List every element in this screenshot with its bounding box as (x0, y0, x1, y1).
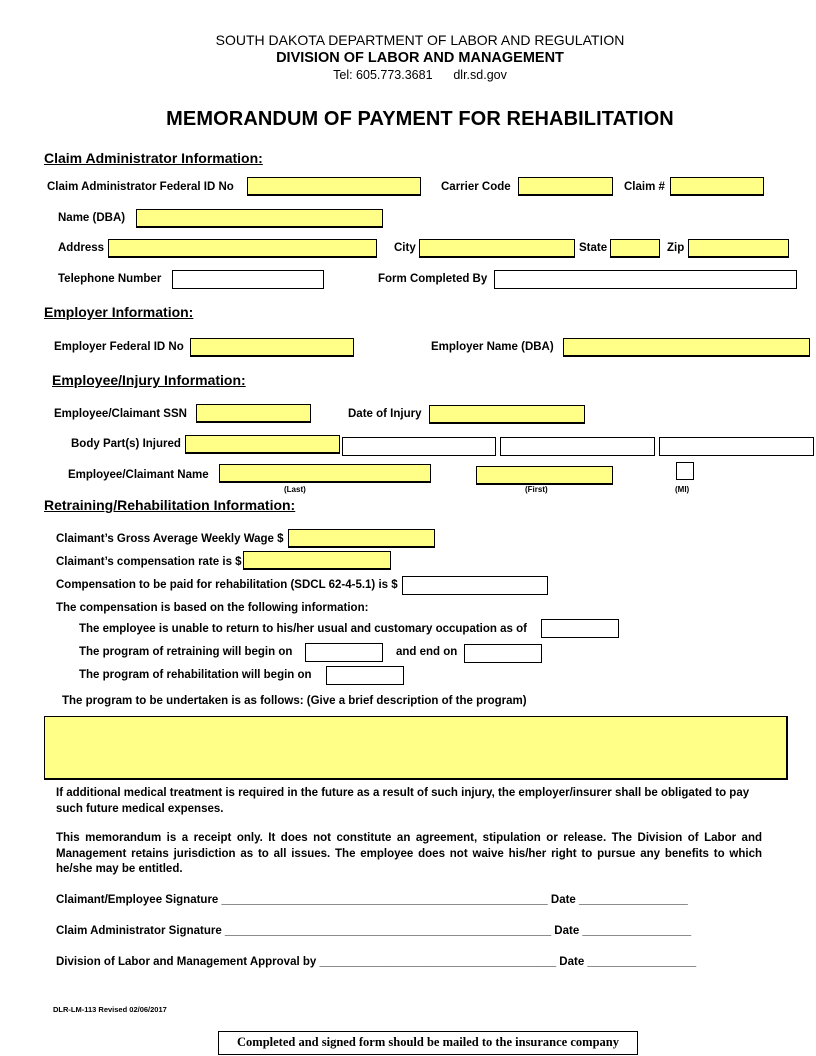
employee-heading: Employee/Injury Information: (52, 372, 246, 388)
comp-rate-field[interactable] (243, 551, 391, 570)
body-part-field-2[interactable] (342, 437, 496, 456)
address-field[interactable] (108, 239, 377, 258)
injury-date-field[interactable] (429, 405, 585, 424)
zip-field[interactable] (688, 239, 789, 258)
form-number: DLR-LM-113 Revised 02/06/2017 (53, 1005, 167, 1014)
middle-initial-caption: (MI) (675, 485, 690, 494)
last-name-caption: (Last) (284, 485, 306, 494)
state-field[interactable] (610, 239, 660, 258)
program-description-field[interactable] (44, 716, 788, 780)
body-part-field-3[interactable] (500, 437, 655, 456)
state-label: State (579, 242, 608, 254)
claimant-name-label: Employee/Claimant Name (68, 469, 209, 481)
carrier-code-field[interactable] (518, 177, 613, 196)
contact-line: Tel: 605.773.3681 dlr.sd.gov (333, 68, 507, 82)
telephone-label: Telephone Number (58, 273, 162, 285)
unable-return-date-field[interactable] (541, 619, 619, 638)
form-title: MEMORANDUM OF PAYMENT FOR REHABILITATION (166, 108, 674, 130)
agency-name: SOUTH DAKOTA DEPARTMENT OF LABOR AND REGULATION (215, 32, 625, 48)
claim-admin-heading: Claim Administrator Information: (44, 150, 263, 166)
claim-admin-fein-label: Claim Administrator Federal ID No (47, 181, 234, 193)
address-label: Address (58, 242, 105, 254)
body-part-field-1[interactable] (185, 435, 340, 454)
employer-fein-label: Employer Federal ID No (54, 341, 184, 353)
employer-fein-field[interactable] (190, 338, 354, 357)
claim-number-label: Claim # (624, 181, 665, 193)
claim-admin-name-label: Name (DBA) (58, 212, 126, 224)
division-approval-line[interactable]: Division of Labor and Management Approval by _____________________________________ Date _________________ (56, 956, 697, 968)
employer-name-field[interactable] (563, 338, 810, 357)
body-parts-label: Body Part(s) Injured (71, 438, 181, 450)
ssn-label: Employee/Claimant SSN (54, 408, 187, 420)
body-part-field-4[interactable] (659, 437, 814, 456)
comp-rehab-label: Compensation to be paid for rehabilitation (SDCL 62-4-5.1) is $ (56, 579, 398, 591)
injury-date-label: Date of Injury (348, 408, 422, 420)
claim-admin-fein-field[interactable] (247, 177, 421, 196)
employer-heading: Employer Information: (44, 304, 194, 320)
employer-name-label: Employer Name (DBA) (431, 341, 554, 353)
retrain-end-field[interactable] (464, 644, 542, 663)
last-name-field[interactable] (219, 464, 431, 483)
comp-rehab-field[interactable] (402, 576, 548, 595)
gross-wage-label: Claimant’s Gross Average Weekly Wage $ (56, 533, 284, 545)
claim-admin-name-field[interactable] (136, 209, 383, 228)
retrain-begin-label: The program of retraining will begin on (79, 646, 293, 658)
retrain-end-label: and end on (396, 646, 458, 658)
rehab-begin-field[interactable] (326, 666, 404, 685)
unable-return-label: The employee is unable to return to his/her usual and customary occupation as of (79, 623, 527, 635)
completed-by-label: Form Completed By (378, 273, 488, 285)
retrain-begin-field[interactable] (305, 643, 383, 662)
claim-number-field[interactable] (670, 177, 764, 196)
gross-wage-field[interactable] (288, 529, 435, 548)
mailing-instruction: Completed and signed form should be mailed to the insurance company (218, 1031, 638, 1055)
claimant-signature-line[interactable]: Claimant/Employee Signature ___________________________________________________ Date _________________ (56, 894, 688, 906)
city-label: City (394, 242, 416, 254)
completed-by-field[interactable] (494, 270, 797, 289)
administrator-signature-line[interactable]: Claim Administrator Signature ___________________________________________________ Date _________________ (56, 925, 692, 937)
rehab-heading: Retraining/Rehabilitation Information: (44, 497, 296, 513)
receipt-notice: This memorandum is a receipt only. It does not constitute an agreement, stipulation or release. The Division of Labor and Management retains jurisdiction as to all issues. The employee does not waive his/her right to pursue any benefits to which he/she may be entitled. (56, 832, 762, 875)
comp-rate-label: Claimant’s compensation rate is $ (56, 556, 242, 568)
ssn-field[interactable] (196, 404, 311, 423)
first-name-field[interactable] (476, 466, 613, 485)
carrier-code-label: Carrier Code (441, 181, 511, 193)
program-description-label: The program to be undertaken is as follows: (Give a brief description of the program) (62, 695, 527, 707)
first-name-caption: (First) (525, 485, 548, 494)
telephone-field[interactable] (172, 270, 324, 289)
zip-label: Zip (667, 242, 685, 254)
city-field[interactable] (419, 239, 575, 258)
division-name: DIVISION OF LABOR AND MANAGEMENT (276, 50, 564, 66)
basis-label: The compensation is based on the following information: (56, 602, 369, 614)
medical-notice: If additional medical treatment is required in the future as a result of such injury, the employer/insurer shall be obligated to pay such future medical expenses. (56, 787, 750, 815)
rehab-begin-label: The program of rehabilitation will begin on (79, 669, 312, 681)
middle-initial-field[interactable] (676, 462, 694, 480)
